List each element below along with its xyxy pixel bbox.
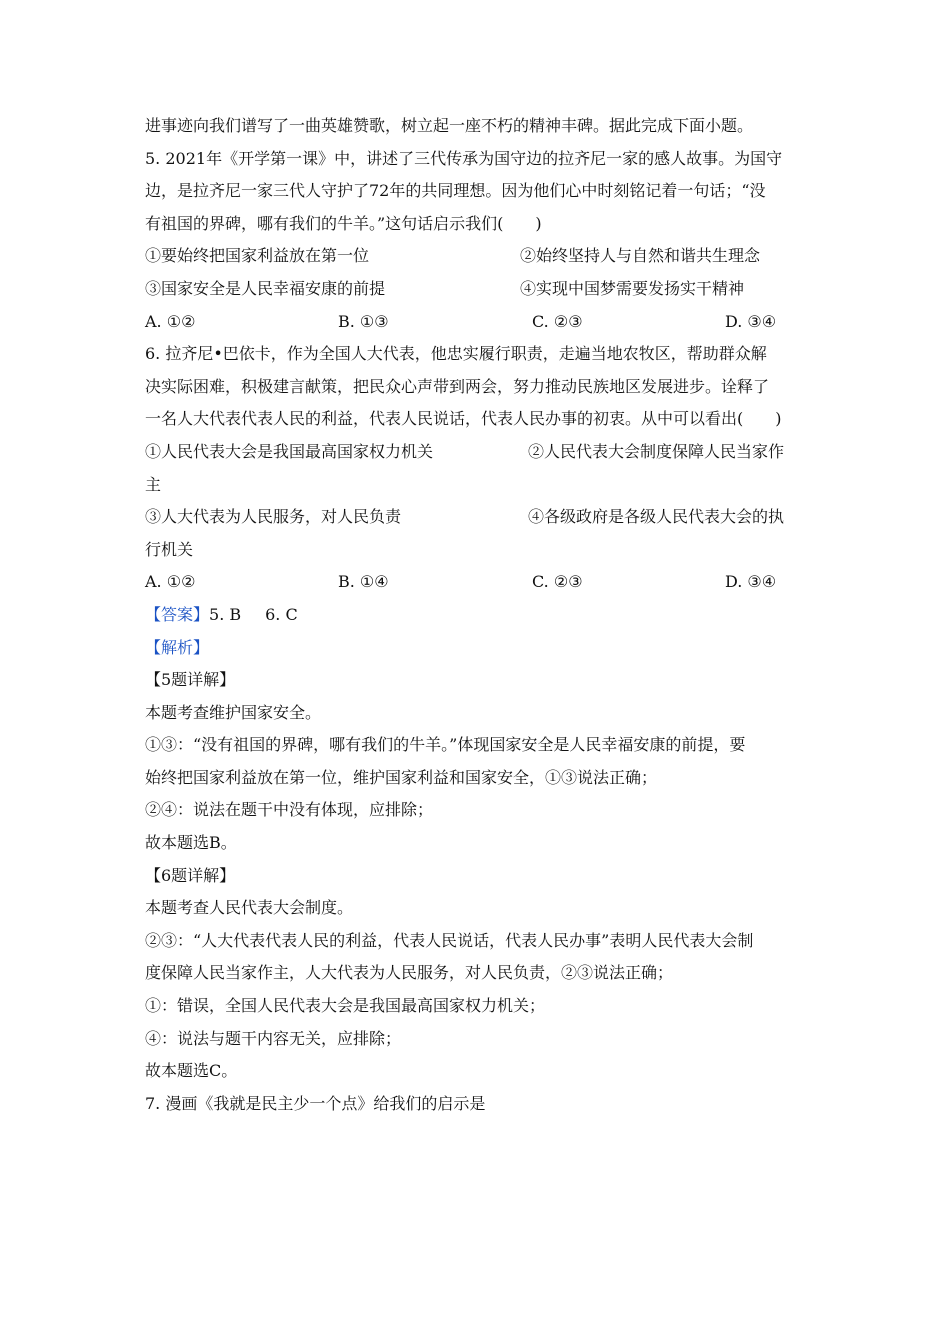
option-d: D. ③④ (725, 311, 777, 331)
option-c: C. ②③ (532, 311, 583, 331)
option-a: A. ①② (145, 311, 196, 331)
statement-3: ③国家安全是人民幸福安康的前提 (145, 278, 386, 298)
detail-line: ②④：说法在题干中没有体现，应排除； (145, 800, 434, 820)
answer-q6: 6. C (265, 604, 298, 624)
question-5 (145, 143, 810, 339)
detail-heading: 【6题详解】 (145, 865, 236, 885)
detail-line: 始终把国家利益放在第一位，维护国家利益和国家安全，①③说法正确； (145, 767, 658, 787)
analysis-tag: 【解析】 (145, 637, 210, 657)
question-7-stem: 7. 漫画《我就是民主少一个点》给我们的启示是 (145, 1093, 486, 1113)
question-stem-line: 边，是拉齐尼一家三代人守护了72年的共同理想。因为他们心中时刻铭记着一句话；“没 (145, 181, 766, 201)
statement-4-continued: 行机关 (145, 539, 194, 559)
detail-line: ②③：“人大代表代表人民的利益，代表人民说话，代表人民办事”表明人民代表大会制 (145, 930, 754, 950)
document-page (145, 110, 810, 1120)
question-stem-line: 有祖国的界碑，哪有我们的牛羊。”这句话启示我们( ) (145, 213, 542, 233)
statement-2: ②始终坚持人与自然和谐共生理念 (520, 246, 761, 266)
answer-tag: 【答案】 (145, 604, 210, 624)
question-stem-line: 5. 2021年《开学第一课》中，讲述了三代传承为国守边的拉齐尼一家的感人故事。为国守 (145, 148, 783, 168)
statement-row (145, 240, 810, 273)
statement-row (145, 501, 810, 534)
question-6 (145, 338, 810, 599)
statement-4: ④实现中国梦需要发扬实干精神 (520, 278, 745, 298)
statement-row-wrap (145, 469, 810, 502)
question-stem-line: 一名人大代表代表人民的利益，代表人民说话，代表人民办事的初衷。从中可以看出( ) (145, 409, 782, 429)
detail-line: 本题考查人民代表大会制度。 (145, 898, 354, 918)
question-stem-line: 6. 拉齐尼•巴依卡，作为全国人大代表，他忠实履行职责，走遍当地农牧区，帮助群众解 (145, 344, 767, 364)
detail-5 (145, 664, 810, 860)
detail-line: 本题考查维护国家安全。 (145, 702, 322, 722)
statement-1: ①要始终把国家利益放在第一位 (145, 246, 370, 266)
statement-1: ①人民代表大会是我国最高国家权力机关 (145, 441, 434, 461)
detail-line: 故本题选C。 (145, 1061, 238, 1081)
statement-row (145, 273, 810, 306)
detail-line: ④：说法与题干内容无关，应排除； (145, 1028, 402, 1048)
option-b: B. ①④ (338, 572, 389, 592)
option-c: C. ②③ (532, 572, 583, 592)
option-a: A. ①② (145, 572, 196, 592)
answer-line (145, 599, 810, 632)
answer-q5: 5. B (209, 604, 242, 624)
detail-line: ①③：“没有祖国的界碑，哪有我们的牛羊。”体现国家安全是人民幸福安康的前提，要 (145, 735, 746, 755)
question-stem-line: 决实际困难，积极建言献策，把民众心声带到两会，努力推动民族地区发展进步。诠释了 (145, 376, 770, 396)
statement-2-continued: 主 (145, 474, 162, 494)
intro-line: 进事迹向我们谱写了一曲英雄赞歌，树立起一座不朽的精神丰碑。据此完成下面小题。 (145, 116, 754, 135)
option-d: D. ③④ (725, 572, 777, 592)
statement-row (145, 436, 810, 469)
statement-2: ②人民代表大会制度保障人民当家作 (528, 441, 785, 461)
detail-line: 度保障人民当家作主，人大代表为人民服务，对人民负责，②③说法正确； (145, 963, 674, 983)
statement-3: ③人大代表为人民服务，对人民负责 (145, 507, 402, 527)
statement-row-wrap (145, 534, 810, 567)
detail-line: ①：错误，全国人民代表大会是我国最高国家权力机关； (145, 996, 546, 1016)
option-b: B. ①③ (338, 311, 389, 331)
options-row (145, 306, 810, 339)
statement-4: ④各级政府是各级人民代表大会的执 (528, 507, 785, 527)
detail-line: 故本题选B。 (145, 833, 237, 853)
options-row (145, 566, 810, 599)
detail-6 (145, 860, 810, 1088)
detail-heading: 【5题详解】 (145, 670, 236, 690)
